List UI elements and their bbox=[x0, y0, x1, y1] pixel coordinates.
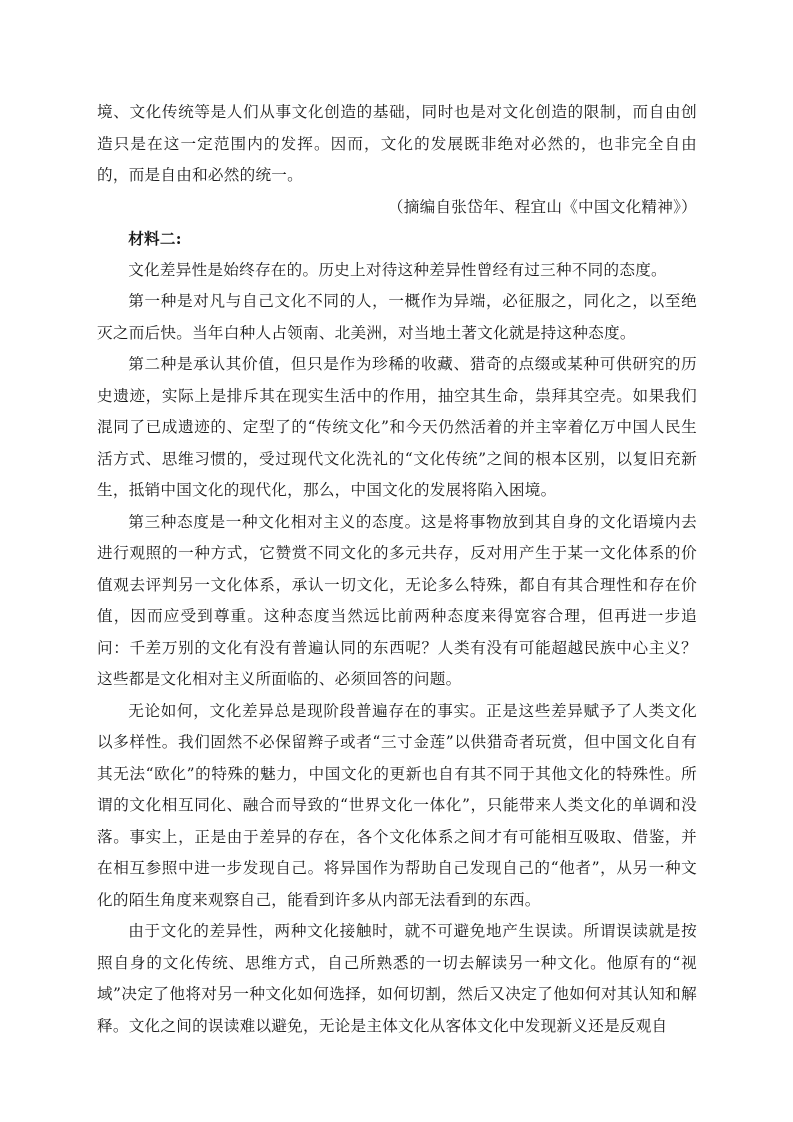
paragraph-4: 第三种态度是一种文化相对主义的态度。这是将事物放到其自身的文化语境内去进行观照的一种方式，它赞赏不同文化的多元共存，反对用产生于某一文化体系的价值观去评判另一文化体系，承认一切文化，无论多么特殊，都自有其合理性和存在价值，因而应受到尊重。这种态度当然远比前两种态度来得宽容合理，但再进一步追问：千差万别的文化有没有普遍认同的东西呢？人类有没有可能超越民族中心主义？这些都是文化相对主义所面临的、必须回答的问题。 bbox=[97, 512, 697, 688]
paragraph-continued: 境、文化传统等是人们从事文化创造的基础，同时也是对文化创造的限制，而自由创造只是在这一定范围内的发挥。因而，文化的发展既非绝对必然的，也非完全自由的，而是自由和必然的统一。 bbox=[97, 103, 697, 184]
paragraph-3: 第二种是承认其价值，但只是作为珍稀的收藏、猎奇的点缀或某种可供研究的历史遗迹，实际上是排斥其在现实生活中的作用，抽空其生命，祟拜其空壳。如果我们混同了已成遗迹的、定型了的“传统文化”和今天仍然活着的并主宰着亿万中国人民生活方式、思维习惯的，受过现代文化洗礼的“文化传统”之间的根本区别，以复旧充新生，抵销中国文化的现代化，那么，中国文化的发展将陷入困境。 bbox=[97, 355, 697, 499]
paragraph-5: 无论如何，文化差异总是现阶段普遍存在的事实。正是这些差异赋予了人类文化以多样性。我们固然不必保留辫子或者“三寸金莲”以供猎奇者玩赏，但中国文化自有其无法“欧化”的特殊的魅力，中国文化的更新也自有其不同于其他文化的特殊性。所谓的文化相互同化、融合而导致的“世界文化一体化”，只能带来人类文化的单调和没落。事实上，正是由于差异的存在，各个文化体系之间才有可能相互吸取、借鉴，并在相互参照中进一步发现自己。将异国作为帮助自己发现自己的“他者”，从另一种文化的陌生角度来观察自己，能看到许多从内部无法看到的东西。 bbox=[97, 701, 697, 909]
paragraph-1: 文化差异性是始终存在的。历史上对待这种差异性曾经有过三种不同的态度。 bbox=[128, 260, 667, 279]
paragraph-2: 第一种是对凡与自己文化不同的人，一概作为异端，必征服之，同化之，以至绝灭之而后快。当年白种人占领南、北美洲，对当地土著文化就是持这种态度。 bbox=[97, 292, 697, 342]
document-body bbox=[97, 97, 697, 1042]
paragraph-6: 由于文化的差异性，两种文化接触时，就不可避免地产生误读。所谓误读就是按照自身的文化传统、思维方式，自己所熟悉的一切去解读另一种文化。他原有的“视域”决定了他将对另一种文化如何选择，如何切割，然后又决定了他如何对其认知和解释。文化之间的误读难以避免，无论是主体文化从客体文化中发现新义还是反观自 bbox=[97, 922, 697, 1035]
source-citation: （摘编自张岱年、程宜山《中国文化精神》） bbox=[387, 197, 697, 216]
section-heading: 材料二: bbox=[128, 229, 182, 248]
